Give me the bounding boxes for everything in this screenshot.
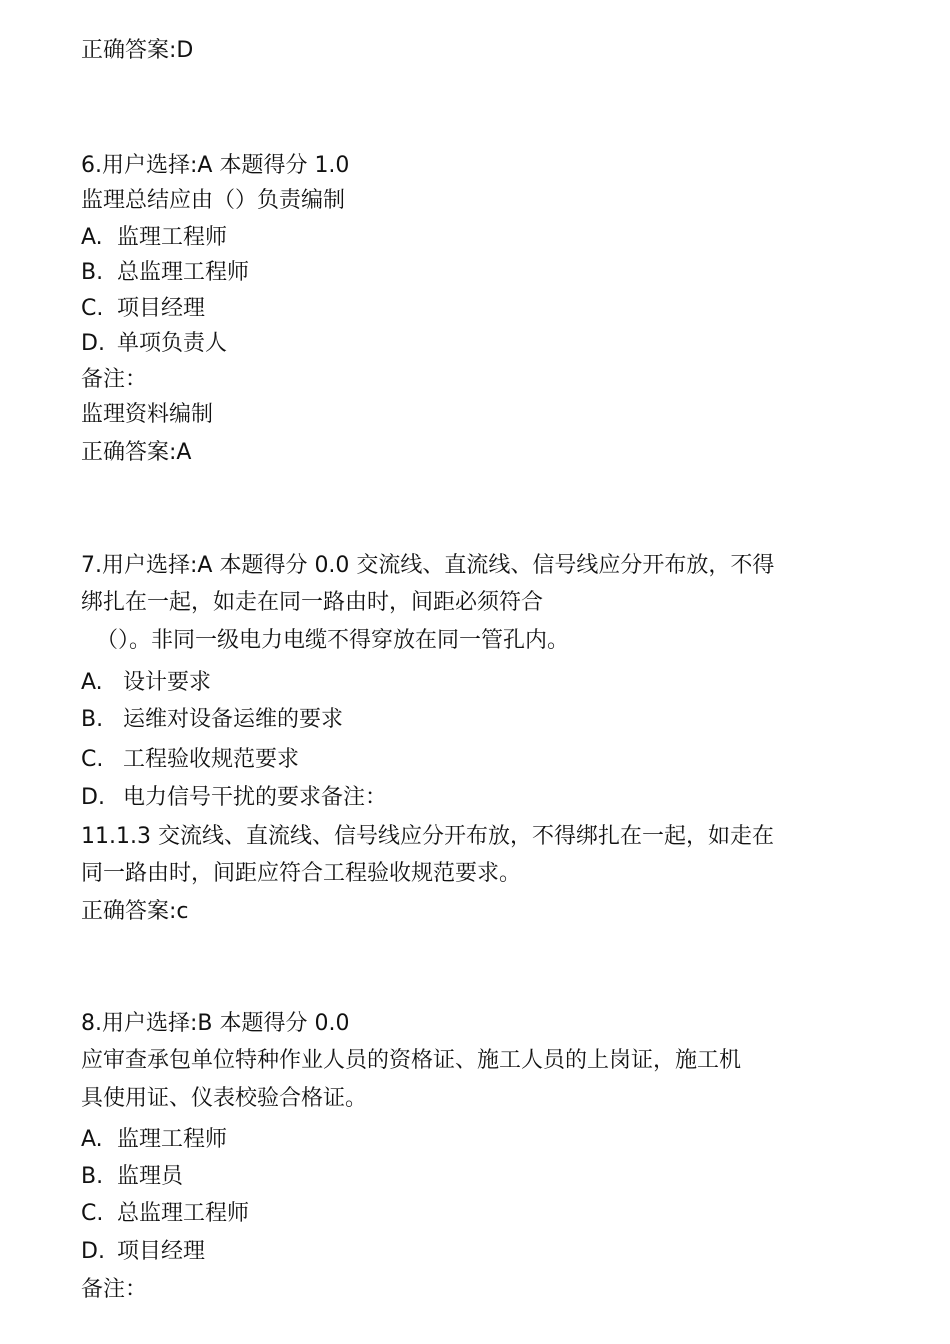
option-key: A. xyxy=(81,225,103,250)
option-text: 工程验收规范要求 xyxy=(123,747,300,772)
q7-header-line1: 7.用户选择:A 本题得分 0.0 交流线、直流线、信号线应分开布放，不得 xyxy=(81,553,775,578)
q8-option-d xyxy=(81,1239,205,1265)
q7-remark-line2: 同一路由时，间距应符合工程验收规范要求。 xyxy=(81,861,522,886)
q7-option-a xyxy=(81,670,211,696)
option-key: D. xyxy=(81,1239,105,1264)
q7-header-line2: 绑扎在一起，如走在同一路由时，间距必须符合 xyxy=(81,590,544,615)
option-text: 监理工程师 xyxy=(117,225,228,250)
q6-option-d xyxy=(81,331,227,357)
option-key: D. xyxy=(81,785,105,810)
prev-correct-answer: 正确答案:D xyxy=(81,38,194,63)
q7-correct-answer: 正确答案:c xyxy=(81,899,189,924)
option-key: A. xyxy=(81,1127,103,1152)
option-key: C. xyxy=(81,1201,104,1226)
option-key: D. xyxy=(81,331,105,356)
option-text: 项目经理 xyxy=(117,1239,206,1264)
q8-question-line2: 具使用证、仪表校验合格证。 xyxy=(81,1086,368,1111)
option-text: 单项负责人 xyxy=(117,331,228,356)
q6-remark-label: 备注： xyxy=(81,367,148,392)
q6-correct-answer: 正确答案:A xyxy=(81,440,192,465)
q8-option-b xyxy=(81,1164,183,1190)
option-key: C. xyxy=(81,747,104,772)
option-text: 监理员 xyxy=(117,1164,184,1189)
q6-option-c xyxy=(81,296,205,322)
option-text: 设计要求 xyxy=(123,670,212,695)
option-key: C. xyxy=(81,296,104,321)
q6-remark: 监理资料编制 xyxy=(81,402,214,427)
q6-option-a xyxy=(81,225,227,251)
option-key: A. xyxy=(81,670,103,695)
q8-option-a xyxy=(81,1127,227,1153)
option-text: 监理工程师 xyxy=(117,1127,228,1152)
q7-option-d xyxy=(81,785,387,811)
option-text: 项目经理 xyxy=(117,296,206,321)
option-text: 总监理工程师 xyxy=(117,1201,250,1226)
option-key: B. xyxy=(81,1164,104,1189)
option-text: 总监理工程师 xyxy=(117,260,250,285)
q7-header-line3: （）。非同一级电力电缆不得穿放在同一管孔内。 xyxy=(96,628,570,653)
option-text: 电力信号干扰的要求备注： xyxy=(123,785,388,810)
q7-option-c xyxy=(81,747,299,773)
option-text: 运维对设备运维的要求 xyxy=(123,707,344,732)
q8-remark-label: 备注： xyxy=(81,1277,148,1302)
q6-question: 监理总结应由（）负责编制 xyxy=(81,188,346,213)
q6-option-b xyxy=(81,260,249,286)
q7-option-b xyxy=(81,707,343,733)
q8-header: 8.用户选择:B 本题得分 0.0 xyxy=(81,1011,350,1036)
q8-option-c xyxy=(81,1201,249,1227)
q7-remark-line1: 11.1.3 交流线、直流线、信号线应分开布放，不得绑扎在一起，如走在 xyxy=(81,824,774,849)
q6-header: 6.用户选择:A 本题得分 1.0 xyxy=(81,153,350,178)
option-key: B. xyxy=(81,707,104,732)
option-key: B. xyxy=(81,260,104,285)
q8-question-line1: 应审查承包单位特种作业人员的资格证、施工人员的上岗证，施工机 xyxy=(81,1048,742,1073)
